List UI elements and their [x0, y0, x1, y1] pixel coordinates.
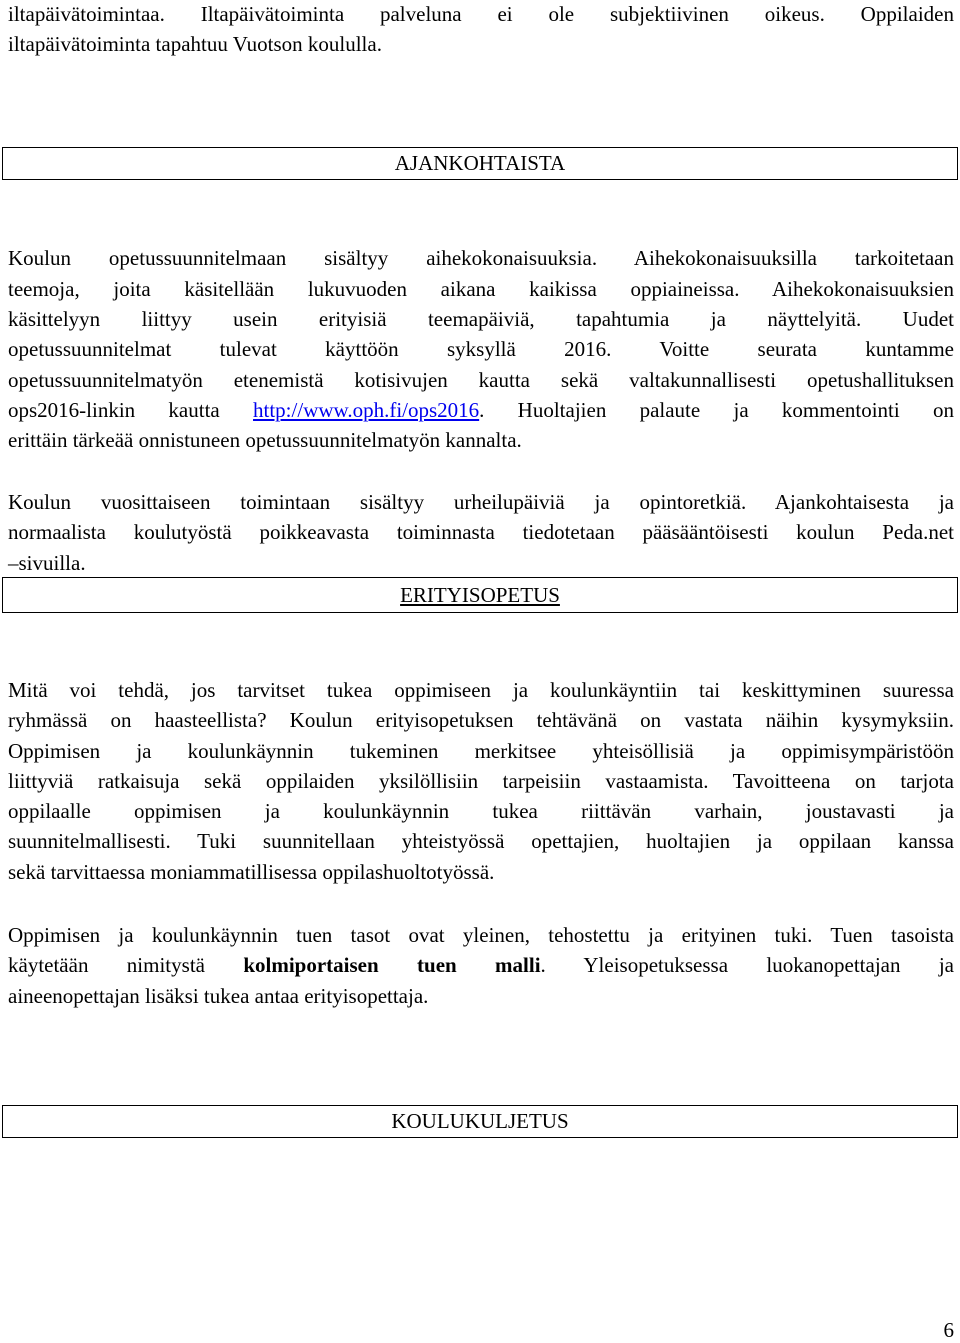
intro-line-2: iltapäivätoiminta tapahtuu Vuotson koululla. — [8, 32, 382, 56]
paragraph-line: Koulun vuosittaiseen toimintaan sisältyy urheilupäiviä ja opintoretkiä. Ajankohtaisesta ja — [8, 490, 954, 514]
paragraph-line: sekä tarvittaessa moniammatillisessa oppilashuoltotyössä. — [8, 860, 495, 884]
paragraph-line: Mitä voi tehdä, jos tarvitset tukea oppimiseen ja koulunkäyntiin tai keskittyminen suuressa — [8, 678, 954, 702]
paragraph-line: –sivuilla. — [8, 551, 86, 575]
page-number: 6 — [943, 1318, 954, 1342]
paragraph-line-with-bold — [8, 951, 954, 979]
paragraph-line: suunnitelmallisesti. Tuki suunnitellaan yhteistyössä opettajien, huoltajien ja oppilaan kanssa — [8, 829, 954, 853]
heading-text: KOULUKULJETUS — [391, 1109, 569, 1133]
paragraph-line: aineenopettajan lisäksi tukea antaa erityisopettaja. — [8, 984, 429, 1008]
paragraph-line: liittyviä ratkaisuja sekä oppilaiden yksilöllisiin tarpeisiin vastaamista. Tavoitteena on tarjota — [8, 769, 954, 793]
paragraph-line: Oppimisen ja koulunkäynnin tukeminen merkitsee yhteisöllisiä ja oppimisympäristöön — [8, 739, 954, 763]
paragraph-line: normaalista koulutyöstä poikkeavasta toiminnasta tiedotetaan pääsääntöisesti koulun Peda.net — [8, 520, 954, 544]
heading-text: AJANKOHTAISTA — [394, 151, 566, 175]
intro-line-1: iltapäivätoimintaa. Iltapäivätoiminta palveluna ei ole subjektiivinen oikeus. Oppilaiden — [8, 2, 954, 26]
paragraph-line: opetussuunnitelmat tulevat käyttöön syksyllä 2016. Voitte seurata kuntamme — [8, 337, 954, 361]
paragraph-line: oppilaalle oppimisen ja koulunkäynnin tukea riittävän varhain, joustavasti ja — [8, 799, 954, 823]
paragraph-line: erittäin tärkeää onnistuneen opetussuunnitelmatyön kannalta. — [8, 428, 522, 452]
paragraph-line: käsittelyyn liittyy usein erityisiä teemapäiviä, tapahtumia ja näyttelyitä. Uudet — [8, 307, 954, 331]
line-text: ops2016-linkin kautta — [8, 398, 254, 422]
bold-term: kolmiportaisen tuen malli — [243, 953, 541, 977]
section-heading-erityisopetus — [2, 577, 958, 613]
paragraph-line: Oppimisen ja koulunkäynnin tuen tasot ovat yleinen, tehostettu ja erityinen tuki. Tuen tasoista — [8, 923, 954, 947]
section-heading-ajankohtaista — [2, 147, 958, 180]
paragraph-line: opetussuunnitelmatyön etenemistä kotisivujen kautta sekä valtakunnallisesti opetushallituksen — [8, 368, 954, 392]
heading-text: ERITYISOPETUS — [400, 583, 560, 607]
line-text: . Yleisopetuksessa luokanopettajan ja — [540, 953, 954, 977]
paragraph-line-with-link — [8, 396, 954, 424]
section-heading-koulukuljetus — [2, 1105, 958, 1138]
ops2016-link[interactable]: http://www.oph.fi/ops2016 — [253, 398, 480, 422]
paragraph-line: teemoja, joita käsitellään lukuvuoden aikana kaikissa oppiaineissa. Aihekokonaisuuksien — [8, 277, 954, 301]
paragraph-line: ryhmässä on haasteellista? Koulun erityisopetuksen tehtävänä on vastata näihin kysymyksiin. — [8, 708, 954, 732]
paragraph-line: Koulun opetussuunnitelmaan sisältyy aihekokonaisuuksia. Aihekokonaisuuksilla tarkoitetaan — [8, 246, 954, 270]
line-text: . Huoltajien palaute ja kommentointi on — [479, 398, 954, 422]
line-text: käytetään nimitystä — [8, 953, 244, 977]
